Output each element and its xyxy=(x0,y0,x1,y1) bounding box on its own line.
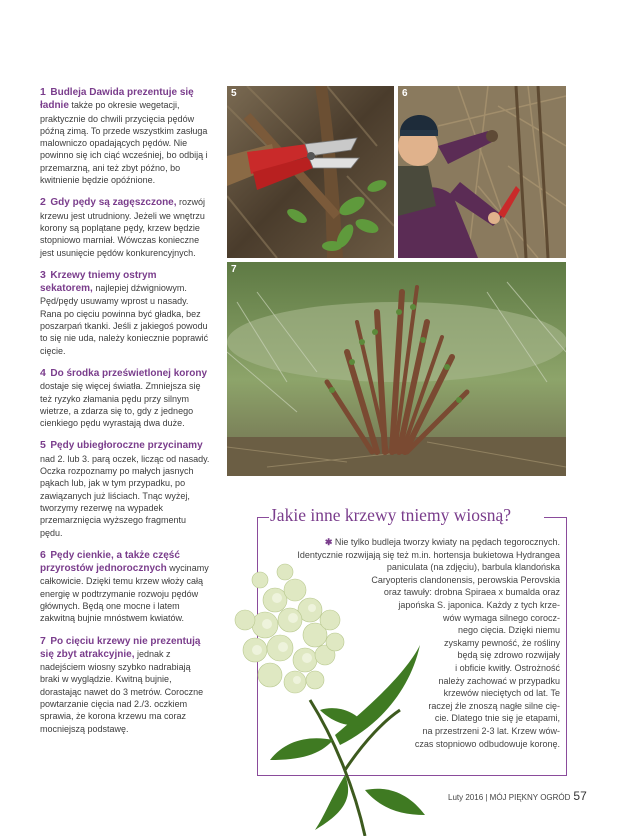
box-line: Caryopteris clandonensis, perowskia Perovskia xyxy=(371,574,560,585)
paragraph-6 xyxy=(40,549,210,625)
box-line: paniculata (na zdjęciu), barbula klandońska xyxy=(386,562,560,573)
photo-gardener-pruning xyxy=(398,86,566,258)
paragraph-text: jednak z nadejściem wiosny szybko nadrabiają braki w wyglądzie. Kwitną bujnie, dorastając nawet do 3 metrów. Coroczne powtarzanie cięcia nad 2./3. oczkiem sprawia, że korona krzewu ma coraz mocniejszą podstawę. xyxy=(40,648,204,734)
paragraph-7 xyxy=(40,635,210,735)
paragraph-lead: Gdy pędy są zagęszczone, xyxy=(50,197,177,209)
hydrangea-illustration xyxy=(215,560,445,836)
photo-pruned-shrub xyxy=(227,262,566,476)
paragraph-text: także po okresie wegetacji, praktycznie do chwili przycięcia pędów późną zimą. To przede wszystkim zasługa malowniczo opadających pędów. Nie powinno się ich ciąć wcześniej, bo odbiją i przemarzną, ani też zbyt późno, bo kwitnienie będzie opóźnione. xyxy=(40,100,208,186)
box-line: wów wymaga silnego corocz- xyxy=(442,612,560,623)
box-border-top-left xyxy=(257,517,269,518)
box-line: należy zachować w przypadku xyxy=(438,675,560,686)
box-line: raczej źle znoszą nagłe silne cię- xyxy=(428,700,560,711)
paragraph-lead: Krzewy tniemy ostrym sekatorem, xyxy=(40,269,157,295)
paragraph-lead: Budleja Dawida prezentuje się ładnie xyxy=(40,87,194,112)
paragraph-number: 7 xyxy=(40,634,46,647)
box-line: oraz tawuły: drobna Spiraea x bumalda oraz xyxy=(383,587,560,598)
box-line: zyskamy pewność, że rośliny xyxy=(443,637,560,648)
asterisk-icon: ✱ xyxy=(324,537,333,547)
footer-issue: Luty 2016 | MÓJ PIĘKNY OGRÓD xyxy=(448,793,571,802)
box-line: cie. Dlatego tnie się je etapami, xyxy=(434,713,560,724)
box-line: na przestrzeni 2-3 lat. Krzew wów- xyxy=(422,725,560,736)
photo-number: 7 xyxy=(231,264,237,275)
box-line: czas stopniowo odbudowuje koronę. xyxy=(414,738,560,749)
paragraph-lead: Do środka prześwietlonej korony xyxy=(50,367,208,379)
paragraph-text: nad 2. lub 3. parą oczek, licząc od nasady. Oczka rozpoznamy po małych jasnych pąkach lub, jak w tym przypadku, po zawiązanych już liściach. Tnąc wyżej, tworzymy rezerwę na wypadek przemarznięcia wyższego fragmentu pędu. xyxy=(40,453,210,538)
paragraph-number: 3 xyxy=(40,268,46,281)
box-line: i obficie kwitły. Ostrożność xyxy=(455,662,560,673)
box-line: Identycznie rozwijają się też m.in. hortensja bukietowa Hydrangea xyxy=(297,549,560,560)
gardener-illustration xyxy=(398,86,566,258)
paragraph-number: 5 xyxy=(40,439,46,452)
paragraph-lead: Pędy cienkie, a także część przyrostów jednorocznych xyxy=(40,549,180,575)
paragraph-text: najlepiej dźwigniowym. Pęd/pędy usuwamy wprost u nasady. Rana po cięciu powinna być gładka, bez poszarpań tkanki. Jeśli z jakiegoś powodu to się nie uda, należy koniecznie poprawić cięcie. xyxy=(40,283,209,356)
paragraph-1 xyxy=(40,86,210,186)
paragraph-number: 4 xyxy=(40,366,46,379)
box-border-top-right xyxy=(544,517,566,518)
box-title: Jakie inne krzewy tniemy wiosną? xyxy=(270,505,512,525)
paragraph-text: dostaje się więcej światła. Zmniejsza się też ryzyko złamania pędu przy silnym wietrze, a zdarza się to, gdy z jednego cienkiego pędu wyrastają dwa duże. xyxy=(40,381,201,429)
photo-pruning-shears xyxy=(227,86,394,258)
paragraph-lead: Po cięciu krzewy nie prezentują się zbyt atrakcyjnie, xyxy=(40,635,201,660)
box-line: nego cięcia. Dzięki niemu xyxy=(457,625,560,636)
page-number: 57 xyxy=(573,789,587,803)
paragraph-text: rozwój krzewu jest utrudniony. Jeżeli we wnętrzu korony są poplątane pędy, krzew będzie stopniowo marniał. Wówczas konieczne jest usunięcie pędów konkurencyjnych. xyxy=(40,197,206,258)
paragraph-2 xyxy=(40,196,210,258)
paragraph-text: wycinamy całkowicie. Dzięki temu krzew włoży całą energię w podtrzymanie rozwoju pędów głównych. Będą one mocne i latem zakwitną bujnie mnóstwem kwiatów. xyxy=(40,563,209,624)
paragraph-number: 2 xyxy=(40,196,46,209)
box-line: ✱ Nie tylko budleja tworzy kwiaty na pędach tegorocznych. xyxy=(324,537,560,547)
box-line: japońska S. japonica. Każdy z tych krze- xyxy=(398,599,560,610)
box-line: krzewów nieciętych od lat. Te xyxy=(443,688,560,699)
paragraph-lead: Pędy ubiegłoroczne przycinamy xyxy=(50,440,203,452)
paragraph-4 xyxy=(40,367,210,429)
pruning-shears-illustration xyxy=(227,86,394,258)
photo-number: 5 xyxy=(231,88,237,99)
pruned-shrub-illustration xyxy=(227,262,566,476)
text-column xyxy=(40,86,210,745)
paragraph-number: 6 xyxy=(40,548,46,561)
paragraph-number: 1 xyxy=(40,86,46,98)
photo-number: 6 xyxy=(402,88,408,99)
paragraph-3 xyxy=(40,269,210,357)
box-line: będą się zdrowo rozwijały xyxy=(457,650,560,661)
page-footer xyxy=(448,789,587,803)
paragraph-5 xyxy=(40,439,210,538)
